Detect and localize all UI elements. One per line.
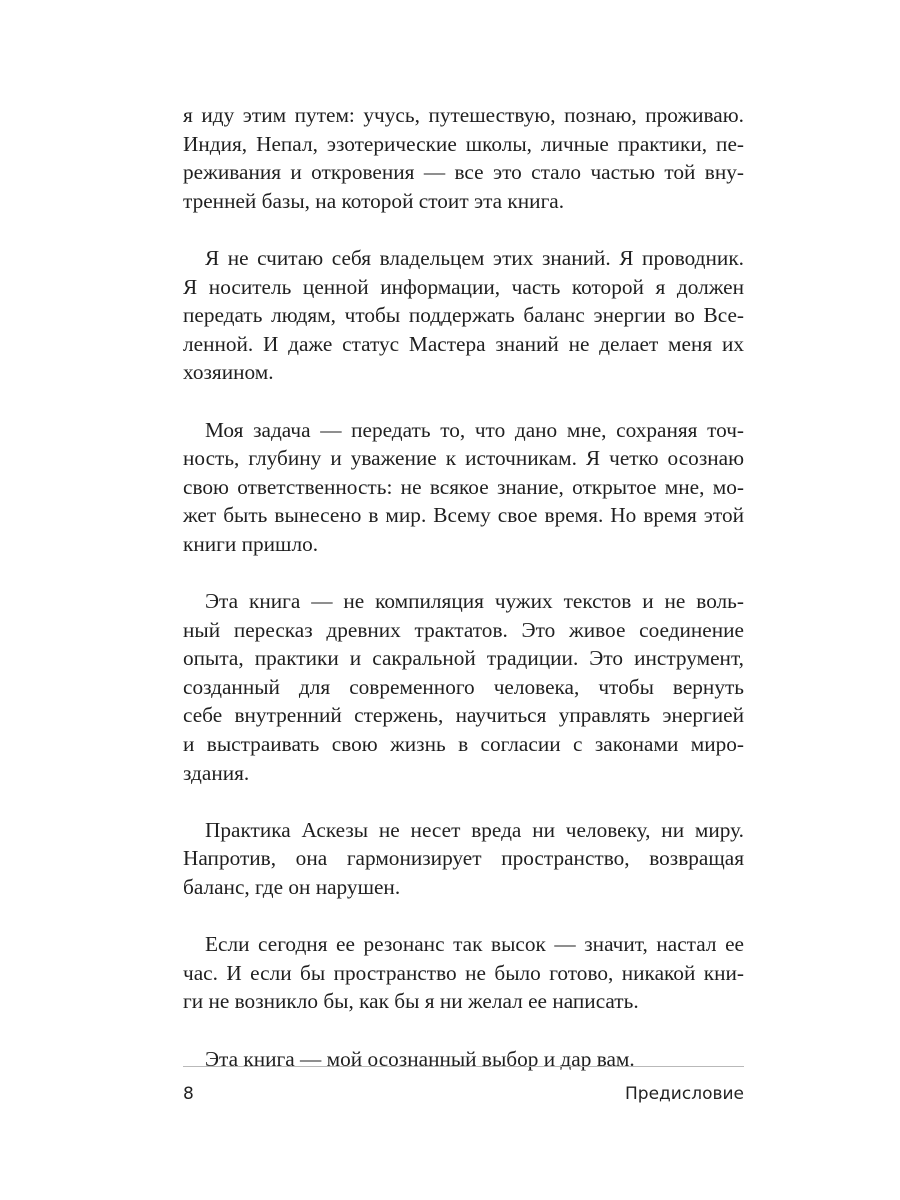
- text-line: себе внутренний стержень, научиться управлять энергией: [183, 703, 744, 728]
- text-line: Если сегодня ее резонанс так высок — значит, настал ее: [205, 932, 744, 957]
- paragraph-1: [183, 101, 744, 215]
- text-line: тренней базы, на которой стоит эта книга.: [183, 188, 565, 213]
- text-line: книги пришло.: [183, 531, 319, 556]
- text-line: реживания и откровения — все это стало частью той вну-: [183, 160, 744, 185]
- text-line: передать людям, чтобы поддержать баланс энергии во Все-: [183, 303, 744, 328]
- paragraph-2: [183, 244, 744, 387]
- body-text: [183, 101, 744, 1102]
- page-footer: [183, 1083, 744, 1105]
- paragraph-5: [183, 816, 744, 902]
- text-line: ность, глубину и уважение к источникам. Я четко осознаю: [183, 446, 744, 471]
- text-line: Я не считаю себя владельцем этих знаний. Я проводник.: [205, 245, 744, 270]
- text-line: ги не возникло бы, как бы я ни желал ее написать.: [183, 989, 639, 1014]
- text-line: Эта книга — мой осознанный выбор и дар вам.: [205, 1046, 635, 1071]
- text-line: хозяином.: [183, 360, 274, 385]
- running-section-title: Предисловие: [625, 1084, 744, 1104]
- footer-divider: [183, 1066, 744, 1067]
- text-line: Эта книга — не компиляция чужих текстов и не воль-: [205, 589, 744, 614]
- text-line: созданный для современного человека, чтобы вернуть: [183, 674, 744, 699]
- text-line: здания.: [183, 760, 250, 785]
- paragraph-3: [183, 416, 744, 559]
- paragraph-6: [183, 930, 744, 1016]
- text-line: Практика Аскезы не несет вреда ни человеку, ни миру.: [205, 817, 744, 842]
- text-line: ный пересказ древних трактатов. Это живое соединение: [183, 617, 744, 642]
- text-line: Напротив, она гармонизирует пространство, возвращая: [183, 846, 744, 871]
- text-line: свою ответственность: не всякое знание, открытое мне, мо-: [183, 474, 744, 499]
- paragraph-4: [183, 587, 744, 787]
- text-line: баланс, где он нарушен.: [183, 875, 401, 900]
- text-line: Я носитель ценной информации, часть которой я должен: [183, 274, 744, 299]
- text-line: Индия, Непал, эзотерические школы, личные практики, пе-: [183, 131, 744, 156]
- text-line: и выстраивать свою жизнь в согласии с законами миро-: [183, 732, 744, 757]
- paragraph-7: [183, 1045, 744, 1074]
- text-line: Моя задача — передать то, что дано мне, сохраняя точ-: [205, 417, 744, 442]
- text-line: опыта, практики и сакральной традиции. Это инструмент,: [183, 646, 744, 671]
- text-line: час. И если бы пространство не было готово, никакой кни-: [183, 960, 744, 985]
- page-number: 8: [183, 1084, 194, 1104]
- text-line: жет быть вынесено в мир. Всему свое время. Но время этой: [183, 503, 744, 528]
- text-line: я иду этим путем: учусь, путешествую, познаю, проживаю.: [183, 103, 744, 127]
- text-line: ленной. И даже статус Мастера знаний не делает меня их: [183, 331, 744, 356]
